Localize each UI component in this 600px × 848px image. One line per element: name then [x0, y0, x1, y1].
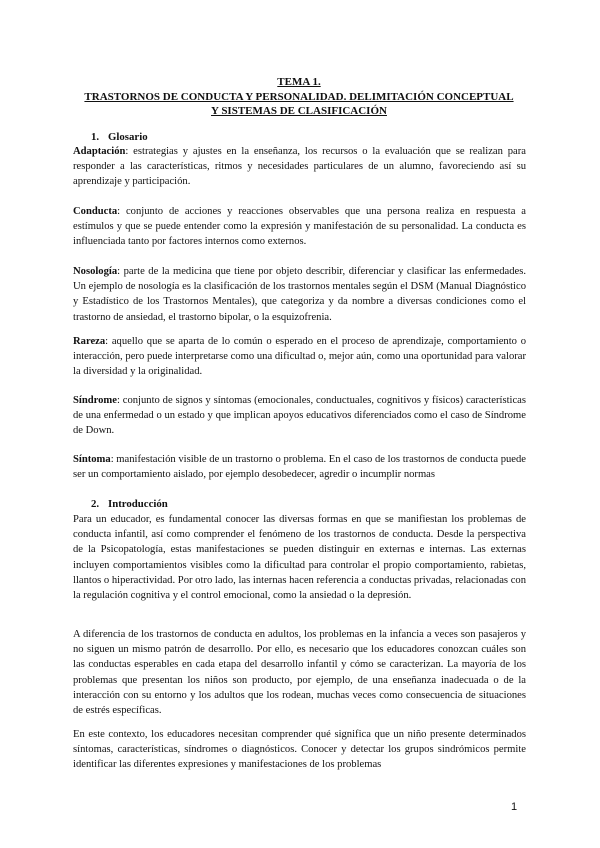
section-1-heading	[91, 130, 148, 145]
glossary-entry	[73, 204, 526, 250]
glossary-entry	[73, 334, 526, 380]
body-paragraph	[73, 727, 526, 773]
document-title	[70, 75, 528, 119]
glossary-term: Rareza	[73, 336, 106, 347]
glossary-definition: : manifestación visible de un trastorno o problema. En el caso de los trastornos de conducta puede ser un comportamiento aislado, por ejemplo desobedecer, agredir o incumplir normas	[73, 454, 526, 481]
glossary-term: Síntoma	[73, 454, 111, 465]
paragraph-text: En este contexto, los educadores necesitan comprender qué significa que un niño presente determinados síntomas, características, síndromes o diagnósticos. Conocer y detectar los grupos sindrómicos permite identificar las diferentes expresiones y manifestaciones de los problemas	[73, 729, 526, 771]
page-number: 1	[511, 801, 518, 813]
section-2-title: Introducción	[108, 498, 168, 510]
glossary-entry	[73, 452, 526, 482]
section-2-number: 2.	[91, 498, 100, 510]
paragraph-text: A diferencia de los trastornos de conducta en adultos, los problemas en la infancia a veces son pasajeros y no siguen un mismo patrón de desarrollo. Por ello, es necesario que los educadores conozcan cuáles son las conductas esperables en cada etapa del desarrollo infantil y cómo se caracterizan. La mayoría de los problemas que presentan los niños son producto, por ejemplo, de una enseñanza inadecuada o de la interacción con su entorno y los adultos que los rodean, muchas veces como consecuencia de situaciones de estrés específicas.	[73, 629, 526, 717]
glossary-entry	[73, 264, 526, 325]
title-line-2: TRASTORNOS DE CONDUCTA Y PERSONALIDAD. DELIMITACIÓN CONCEPTUAL	[84, 90, 514, 103]
glossary-term: Conducta	[73, 206, 118, 217]
glossary-entry	[73, 393, 526, 439]
glossary-term: Nosología	[73, 266, 118, 277]
title-line-3: Y SISTEMAS DE CLASIFICACIÓN	[211, 105, 387, 117]
glossary-definition: : estrategias y ajustes en la enseñanza, los recursos o la evaluación que se realizan para responder a las características, ritmos y necesidades particulares de un alumno, favoreciendo así su aprendizaje y participación.	[73, 146, 526, 188]
section-1-number: 1.	[91, 131, 100, 143]
glossary-term: Síndrome	[73, 395, 117, 406]
glossary-definition: : parte de la medicina que tiene por objeto describir, diferenciar y clasificar las enfermedades. Un ejemplo de nosología es la clasificación de los trastornos mentales según el DSM (Manual Diagnóstico y Estadístico de los Trastornos Mentales), que categoriza y da nombre a diversas condiciones como el trastorno de ansiedad, el trastorno bipolar, o la esquizofrenia.	[73, 266, 526, 323]
body-paragraph	[73, 627, 526, 718]
section-2-heading	[91, 497, 168, 512]
glossary-definition: : conjunto de acciones y reacciones observables que una persona realiza en respuesta a estímulos y que se puede entender como la expresión y manifestación de su personalidad. La conducta es influenciada tanto por factores internos como externos.	[73, 206, 526, 248]
paragraph-text: Para un educador, es fundamental conocer las diversas formas en que se manifiestan los problemas de conducta infantil, así como comprender el fenómeno de los trastornos de conducta. Desde la perspectiva de la Psicopatología, estas manifestaciones se pueden distinguir en externas e internas. Las externas incluyen comportamientos visibles como la dificultad para controlar el propio comportamiento, rabietas, llantos o hiperactividad. Por otro lado, las internas hacen referencia a conductas privadas, relacionadas con la regulación cognitiva y el control emocional, como la ansiedad o la depresión.	[73, 514, 526, 602]
body-paragraph	[73, 512, 526, 603]
glossary-entry	[73, 144, 526, 190]
section-1-title: Glosario	[108, 131, 148, 143]
title-line-1: TEMA 1.	[277, 76, 321, 88]
glossary-definition: : conjunto de signos y síntomas (emocionales, conductuales, cognitivos y físicos) características de una enfermedad o un estado y que implican apoyos educativos diferenciados como el caso de Síndrome de Down.	[73, 395, 526, 437]
glossary-definition: : aquello que se aparta de lo común o esperado en el proceso de aprendizaje, comportamiento o interacción, pero puede interpretarse como una dificultad o, mejor aún, como una oportunidad para valorar la diversidad y la originalidad.	[73, 336, 526, 378]
glossary-term: Adaptación	[73, 146, 126, 157]
